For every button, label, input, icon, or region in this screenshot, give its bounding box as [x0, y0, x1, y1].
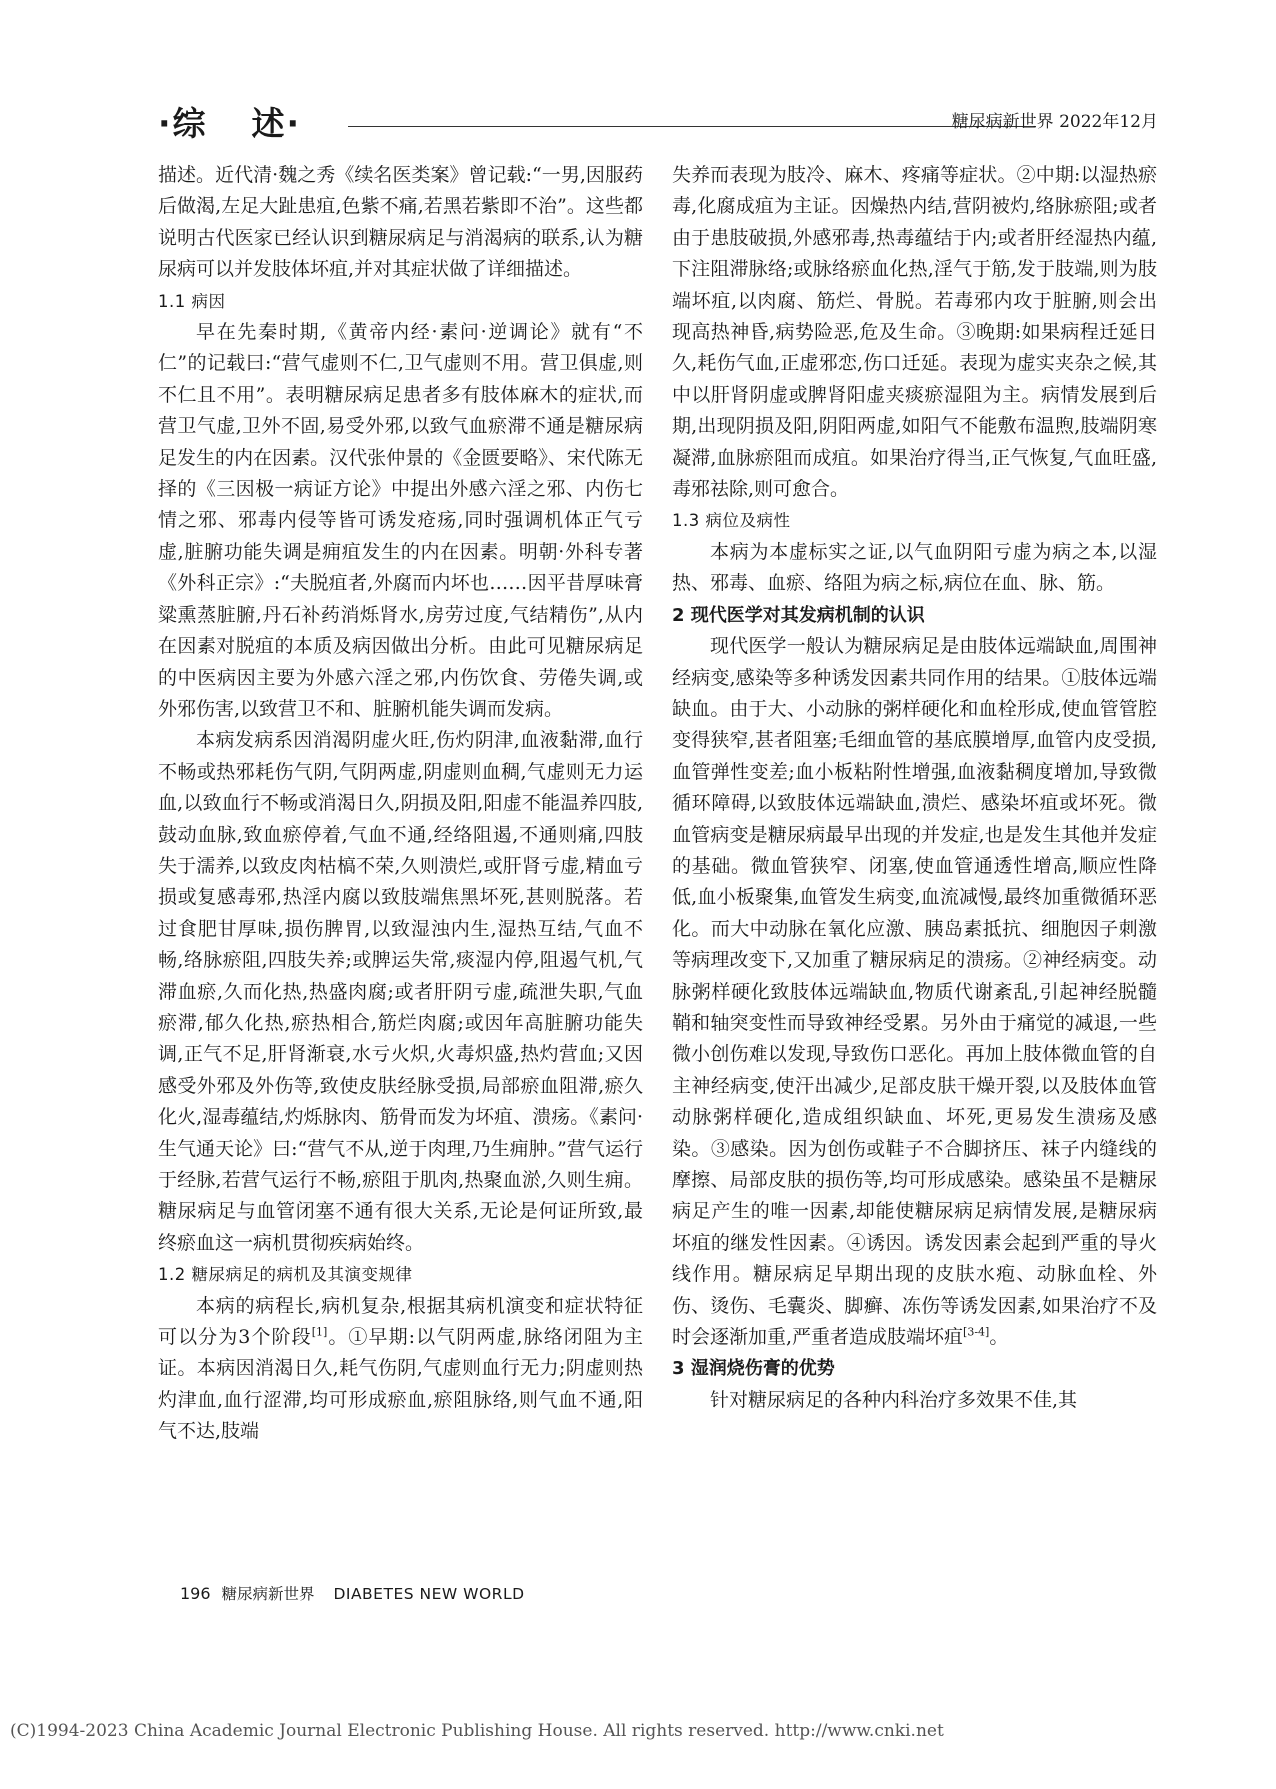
page-number: 196: [180, 1584, 211, 1603]
subsection-heading-1-2: 1.2 糖尿病足的病机及其演变规律: [158, 1265, 413, 1285]
journal-date: 糖尿病新世界 2022年12月: [951, 112, 1158, 132]
section-label-part-1: ·综: [158, 104, 208, 143]
page-footer: [180, 1582, 525, 1604]
left-column: [158, 160, 643, 1520]
citation-ref: [1]: [311, 1325, 328, 1339]
right-column: [672, 160, 1157, 1520]
paragraph-text: 现代医学一般认为糖尿病足是由肢体远端缺血,周围神经病变,感染等多种诱发因素共同作用的结果。①肢体远端缺血。由于大、小动脉的粥样硬化和血栓形成,使血管管腔变得狭窄,甚者阻塞;毛细血管的基底膜增厚,血管内皮受损,血管弹性变差;血小板粘附性增强,血液黏稠度增加,导致微循环障碍,以致肢体远端缺血,溃烂、感染坏疽或坏死。微血管病变是糖尿病最早出现的并发症,也是发生其他并发症的基础。微血管狭窄、闭塞,使血管通透性增高,顺应性降低,血小板聚集,血管发生病变,血流减慢,最终加重微循环恶化。而大中动脉在氧化应激、胰岛素抵抗、细胞因子刺激等病理改变下,又加重了糖尿病足的溃疡。②神经病变。动脉粥样硬化致肢体远端缺血,物质代谢紊乱,引起神经脱髓鞘和轴突变性而导致神经受累。另外由于痛觉的减退,一些微小创伤难以发现,导致伤口恶化。再加上肢体微血管的自主神经病变,使汗出减少,足部皮肤干燥开裂,以及肢体血管动脉粥样硬化,造成组织缺血、坏死,更易发生溃疡及感染。③感染。因为创伤或鞋子不合脚挤压、袜子内缝线的摩擦、局部皮肤的损伤等,均可形成感染。感染虽不是糖尿病足产生的唯一因素,却能使糖尿病足病情发展,是糖尿病坏疽的继发性因素。④诱因。诱发因素会起到严重的导火线作用。糖尿病足早期出现的皮肤水疱、动脉血栓、外伤、烫伤、毛囊炎、脚癣、冻伤等诱发因素,如果治疗不及时会逐渐加重,严重者造成肢端坏疽: [672, 635, 1157, 1349]
header-rule: [348, 126, 1036, 127]
section-label-part-2: 述·: [251, 104, 302, 143]
section-heading-2: 2 现代医学对其发病机制的认识: [672, 604, 925, 626]
paragraph: 本病发病系因消渴阴虚火旺,伤灼阴津,血液黏滞,血行不畅或热邪耗伤气阴,气阴两虚,阴虚则血稠,气虚则无力运血,以致血行不畅或消渴日久,阴损及阳,阳虚不能温养四肢,鼓动血脉,致血瘀停着,气血不通,经络阻遏,不通则痛,四肢失于濡养,以致皮肉枯槁不荣,久则溃烂,或肝肾亏虚,精血亏损或复感毒邪,热淫内腐以致肢端焦黑坏死,甚则脱落。若过食肥甘厚味,损伤脾胃,以致湿浊内生,湿热互结,气血不畅,络脉瘀阻,四肢失养;或脾运失常,痰湿内停,阻遏气机,气滞血瘀,久而化热,热盛肉腐;或者肝阴亏虚,疏泄失职,气血瘀滞,郁久化热,瘀热相合,筋烂肉腐;或因年高脏腑功能失调,正气不足,肝肾渐衰,水亏火炽,火毒炽盛,热灼营血;又因感受外邪及外伤等,致使皮肤经脉受损,局部瘀血阻滞,瘀久化火,湿毒蕴结,灼烁脉肉、筋骨而发为坏疽、溃疡。《素问·生气通天论》曰:“营气不从,逆于肉理,乃生痈肿。”营气运行于经脉,若营气运行不畅,瘀阻于肌肉,热聚血淤,久则生痈。糖尿病足与血管闭塞不通有很大关系,无论是何证所致,最终瘀血这一病机贯彻疾病始终。: [158, 729, 643, 1254]
footer-journal-en: DIABETES NEW WORLD: [333, 1585, 525, 1603]
copyright-notice: (C)1994-2023 China Academic Journal Electronic Publishing House. All rights reserved. http://www.cnki.net: [10, 1721, 944, 1741]
paragraph: 本病为本虚标实之证,以气血阴阳亏虚为病之本,以湿热、邪毒、血瘀、络阻为病之标,病位在血、脉、筋。: [672, 540, 1157, 595]
paragraph-text: 本病的病程长,病机复杂,根据其病机演变和症状特征可以分为3个阶段: [158, 1294, 643, 1349]
paragraph: 描述。近代清·魏之秀《续名医类案》曾记载:“一男,因服药后做渴,左足大趾患疽,色紫不痛,若黑若紫即不治”。这些都说明古代医家已经认识到糖尿病足与消渴病的联系,认为糖尿病可以并发肢体坏疽,并对其症状做了详细描述。: [158, 164, 643, 281]
section-label: [158, 98, 301, 145]
paragraph: [158, 1291, 643, 1448]
running-header: [158, 98, 1158, 148]
section-heading-3: 3 湿润烧伤膏的优势: [672, 1358, 835, 1380]
subsection-heading-1-1: 1.1 病因: [158, 291, 226, 311]
paragraph: 针对糖尿病足的各种内科治疗多效果不佳,其: [710, 1388, 1078, 1411]
footer-journal-cn: 糖尿病新世界: [221, 1585, 315, 1603]
citation-ref: [3-4]: [963, 1325, 990, 1339]
subsection-heading-1-3: 1.3 病位及病性: [672, 511, 791, 531]
paragraph-text: 。: [989, 1326, 1009, 1349]
paragraph-text: 。①早期:以气阴两虚,脉络闭阻为主证。本病因消渴日久,耗气伤阴,气虚则血行无力;阴虚则热灼津血,血行涩滞,均可形成瘀血,瘀阻脉络,则气血不通,阳气不达,肢端: [158, 1326, 643, 1443]
paragraph: [672, 631, 1157, 1353]
paragraph: 早在先秦时期,《黄帝内经·素问·逆调论》就有“不仁”的记载曰:“营气虚则不仁,卫气虚则不用。营卫俱虚,则不仁且不用”。表明糖尿病足患者多有肢体麻木的症状,而营卫气虚,卫外不固,易受外邪,以致气血瘀滞不通是糖尿病足发生的内在因素。汉代张仲景的《金匮要略》、宋代陈无择的《三因极一病证方论》中提出外感六淫之邪、内伤七情之邪、邪毒内侵等皆可诱发疮疡,同时强调机体正气亏虚,脏腑功能失调是痈疽发生的内在因素。明朝·外科专著《外科正宗》:“夫脱疽者,外腐而内坏也……因平昔厚味膏粱熏蒸脏腑,丹石补药消烁肾水,房劳过度,气结精伤”,从内在因素对脱疽的本质及病因做出分析。由此可见糖尿病足的中医病因主要为外感六淫之邪,内伤饮食、劳倦失调,或外邪伤害,以致营卫不和、脏腑机能失调而发病。: [158, 321, 643, 720]
paragraph: 失养而表现为肢冷、麻木、疼痛等症状。②中期:以湿热瘀毒,化腐成疽为主证。因燥热内结,营阴被灼,络脉瘀阻;或者由于患肢破损,外感邪毒,热毒蕴结于内;或者肝经湿热内蕴,下注阻滞脉络;或脉络瘀血化热,淫气于筋,发于肢端,则为肢端坏疽,以肉腐、筋烂、骨脱。若毒邪内攻于脏腑,则会出现高热神昏,病势险恶,危及生命。③晚期:如果病程迁延日久,耗伤气血,正虚邪恋,伤口迁延。表现为虚实夹杂之候,其中以肝肾阴虚或脾肾阳虚夹痰瘀湿阻为主。病情发展到后期,出现阴损及阳,阴阳两虚,如阳气不能敷布温煦,肢端阴寒凝滞,血脉瘀阻而成疽。如果治疗得当,正气恢复,气血旺盛,毒邪祛除,则可愈合。: [672, 164, 1157, 501]
